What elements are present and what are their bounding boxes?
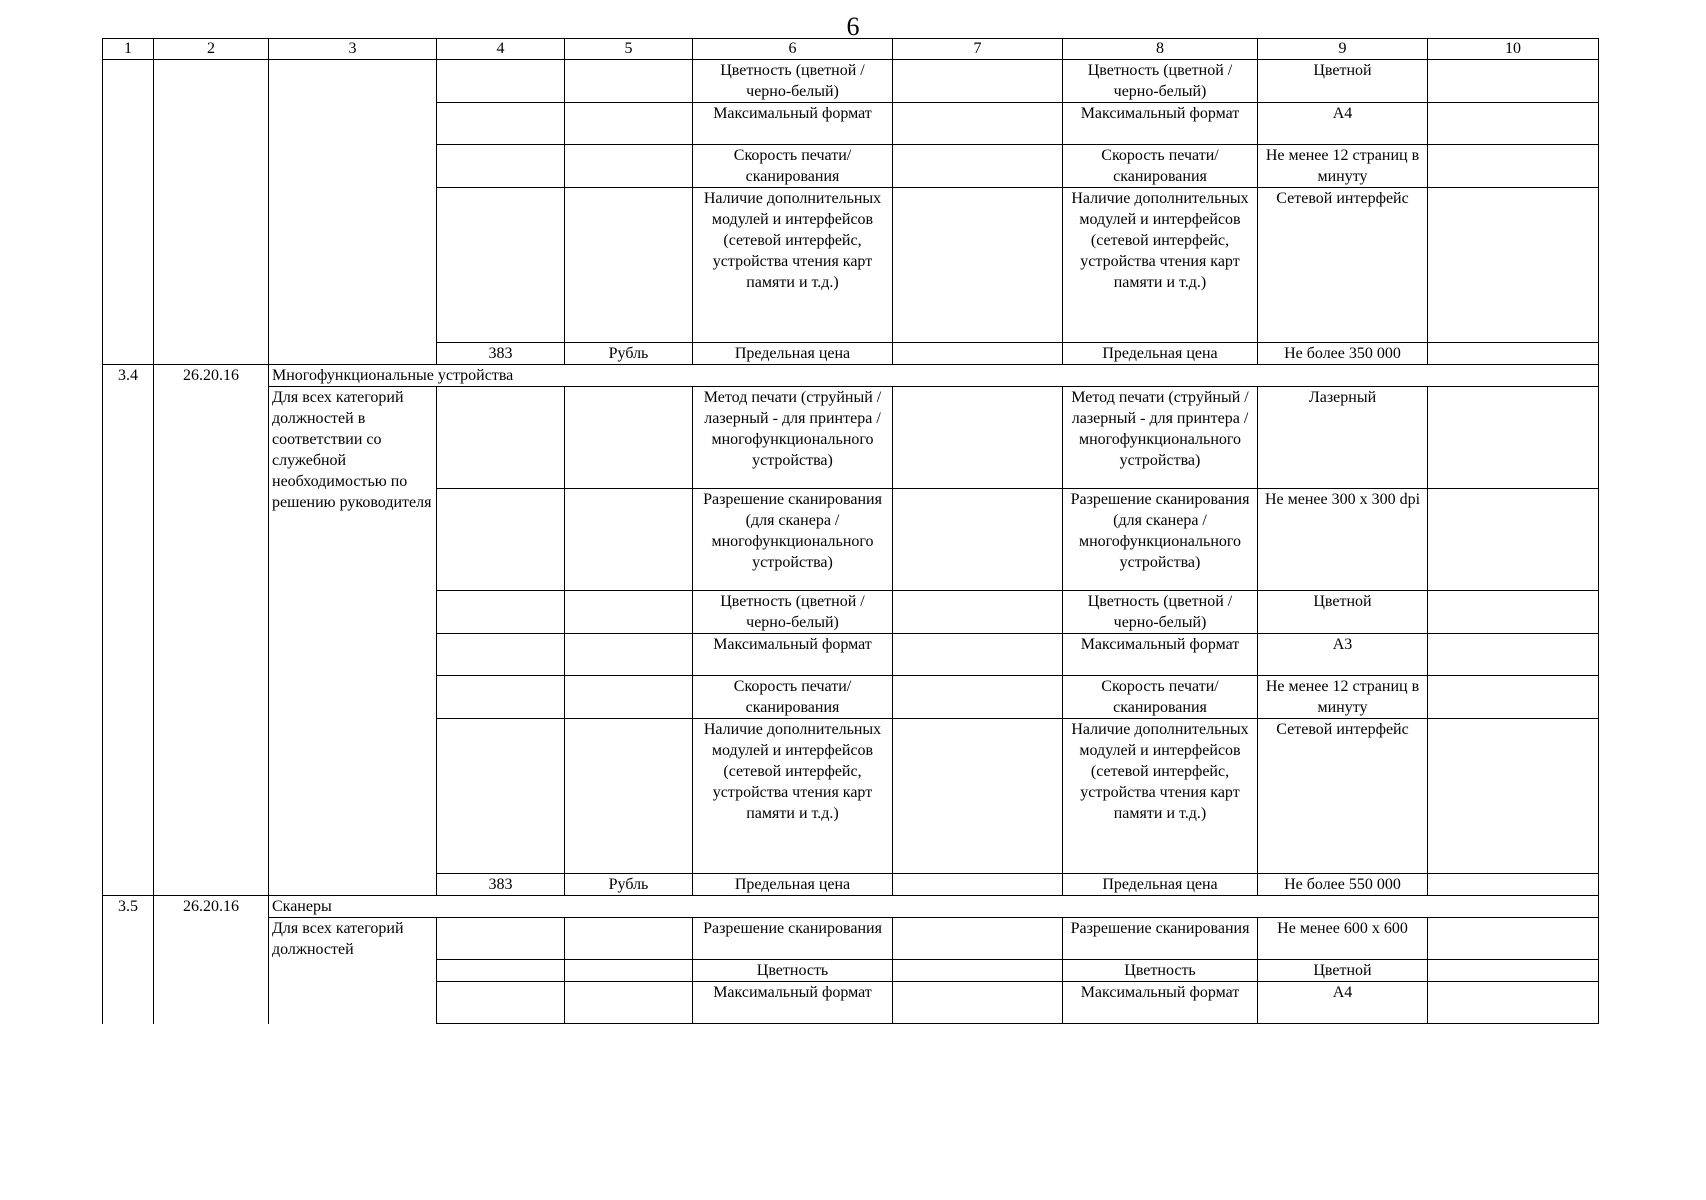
value: А3: [1258, 634, 1428, 676]
characteristic: Цветность (цветной / черно-белый): [693, 591, 893, 634]
item-name: Многофункциональные устройства: [269, 365, 1599, 387]
position-category: Для всех категорий должностей в соответствии со служебной необходимостью по решению руководителя: [269, 387, 437, 896]
okpd-code: 26.20.16: [154, 365, 269, 896]
empty-cell: [154, 60, 269, 365]
value: Сетевой интерфейс: [1258, 188, 1428, 343]
empty-cell: [437, 634, 565, 676]
characteristic: Предельная цена: [693, 874, 893, 896]
empty-cell: [437, 387, 565, 489]
characteristic: Цветность: [1063, 960, 1258, 982]
empty-cell: [437, 103, 565, 145]
empty-cell: [565, 387, 693, 489]
characteristic: Цветность: [693, 960, 893, 982]
value: Цветной: [1258, 591, 1428, 634]
unit-name: Рубль: [565, 874, 693, 896]
col-header: 10: [1428, 39, 1599, 60]
empty-cell: [893, 145, 1063, 188]
characteristic: Разрешение сканирования (для сканера / многофункционального устройства): [693, 489, 893, 591]
characteristic: Цветность (цветной / черно-белый): [1063, 60, 1258, 103]
col-header: 8: [1063, 39, 1258, 60]
value: А4: [1258, 103, 1428, 145]
unit-name: Рубль: [565, 343, 693, 365]
empty-cell: [893, 960, 1063, 982]
characteristic: Наличие дополнительных модулей и интерфейсов (сетевой интерфейс, устройства чтения карт памяти и т.д.): [693, 188, 893, 343]
characteristic: Предельная цена: [693, 343, 893, 365]
empty-cell: [437, 591, 565, 634]
table-row: [103, 918, 1599, 960]
empty-cell: [437, 719, 565, 874]
empty-cell: [437, 145, 565, 188]
empty-cell: [893, 489, 1063, 591]
table-row: [103, 387, 1599, 489]
empty-cell: [893, 103, 1063, 145]
empty-cell: [893, 343, 1063, 365]
empty-cell: [893, 719, 1063, 874]
empty-cell: [565, 918, 693, 960]
value: Не менее 12 страниц в минуту: [1258, 676, 1428, 719]
empty-cell: [437, 489, 565, 591]
col-header: 2: [154, 39, 269, 60]
characteristic: Метод печати (струйный / лазерный - для принтера / многофункционального устройства): [1063, 387, 1258, 489]
empty-cell: [437, 676, 565, 719]
empty-cell: [565, 60, 693, 103]
page-number: 6: [846, 12, 860, 41]
col-header: 3: [269, 39, 437, 60]
empty-cell: [1428, 918, 1599, 960]
characteristic: Максимальный формат: [693, 103, 893, 145]
value: Не более 350 000: [1258, 343, 1428, 365]
characteristic: Цветность (цветной / черно-белый): [693, 60, 893, 103]
value: Не менее 300 х 300 dpi: [1258, 489, 1428, 591]
requirements-table: [102, 38, 1599, 1024]
item-name: Сканеры: [269, 896, 1599, 918]
characteristic: Максимальный формат: [1063, 982, 1258, 1024]
empty-cell: [1428, 719, 1599, 874]
empty-cell: [1428, 874, 1599, 896]
item-number: 3.5: [103, 896, 154, 1024]
empty-cell: [893, 874, 1063, 896]
empty-cell: [893, 188, 1063, 343]
item-number: 3.4: [103, 365, 154, 896]
empty-cell: [893, 60, 1063, 103]
empty-cell: [1428, 960, 1599, 982]
empty-cell: [565, 719, 693, 874]
empty-cell: [565, 188, 693, 343]
empty-cell: [1428, 982, 1599, 1024]
column-number-row: [103, 39, 1599, 60]
empty-cell: [565, 634, 693, 676]
empty-cell: [1428, 634, 1599, 676]
characteristic: Максимальный формат: [1063, 103, 1258, 145]
value: Сетевой интерфейс: [1258, 719, 1428, 874]
empty-cell: [437, 188, 565, 343]
col-header: 7: [893, 39, 1063, 60]
characteristic: Предельная цена: [1063, 343, 1258, 365]
empty-cell: [437, 60, 565, 103]
col-header: 9: [1258, 39, 1428, 60]
col-header: 6: [693, 39, 893, 60]
characteristic: Скорость печати/сканирования: [693, 145, 893, 188]
characteristic: Скорость печати/сканирования: [1063, 676, 1258, 719]
characteristic: Разрешение сканирования: [693, 918, 893, 960]
empty-cell: [893, 591, 1063, 634]
table-row: [103, 60, 1599, 103]
empty-cell: [1428, 591, 1599, 634]
characteristic: Максимальный формат: [1063, 634, 1258, 676]
empty-cell: [437, 982, 565, 1024]
empty-cell: [1428, 188, 1599, 343]
empty-cell: [437, 960, 565, 982]
empty-cell: [1428, 103, 1599, 145]
empty-cell: [1428, 489, 1599, 591]
value: Цветной: [1258, 960, 1428, 982]
characteristic: Метод печати (струйный / лазерный - для принтера / многофункционального устройства): [693, 387, 893, 489]
characteristic: Наличие дополнительных модулей и интерфейсов (сетевой интерфейс, устройства чтения карт памяти и т.д.): [1063, 719, 1258, 874]
value: Не более 550 000: [1258, 874, 1428, 896]
empty-cell: [1428, 343, 1599, 365]
section-row-3-4: [103, 365, 1599, 387]
empty-cell: [1428, 676, 1599, 719]
empty-cell: [1428, 145, 1599, 188]
characteristic: Наличие дополнительных модулей и интерфейсов (сетевой интерфейс, устройства чтения карт памяти и т.д.): [693, 719, 893, 874]
empty-cell: [437, 918, 565, 960]
characteristic: Скорость печати/сканирования: [1063, 145, 1258, 188]
unit-code: 383: [437, 874, 565, 896]
empty-cell: [565, 489, 693, 591]
characteristic: Предельная цена: [1063, 874, 1258, 896]
empty-cell: [565, 591, 693, 634]
empty-cell: [565, 676, 693, 719]
value: Цветной: [1258, 60, 1428, 103]
characteristic: Разрешение сканирования (для сканера / многофункционального устройства): [1063, 489, 1258, 591]
empty-cell: [565, 982, 693, 1024]
empty-cell: [1428, 60, 1599, 103]
characteristic: Цветность (цветной / черно-белый): [1063, 591, 1258, 634]
empty-cell: [565, 960, 693, 982]
empty-cell: [1428, 387, 1599, 489]
empty-cell: [893, 634, 1063, 676]
okpd-code: 26.20.16: [154, 896, 269, 1024]
characteristic: Скорость печати/сканирования: [693, 676, 893, 719]
empty-cell: [893, 676, 1063, 719]
section-row-3-5: [103, 896, 1599, 918]
empty-cell: [269, 60, 437, 365]
characteristic: Наличие дополнительных модулей и интерфейсов (сетевой интерфейс, устройства чтения карт памяти и т.д.): [1063, 188, 1258, 343]
empty-cell: [565, 145, 693, 188]
col-header: 1: [103, 39, 154, 60]
empty-cell: [893, 918, 1063, 960]
unit-code: 383: [437, 343, 565, 365]
empty-cell: [565, 103, 693, 145]
characteristic: Максимальный формат: [693, 634, 893, 676]
position-category: Для всех категорий должностей: [269, 918, 437, 1024]
empty-cell: [893, 387, 1063, 489]
col-header: 4: [437, 39, 565, 60]
empty-cell: [103, 60, 154, 365]
characteristic: Разрешение сканирования: [1063, 918, 1258, 960]
characteristic: Максимальный формат: [693, 982, 893, 1024]
value: А4: [1258, 982, 1428, 1024]
col-header: 5: [565, 39, 693, 60]
value: Не менее 600 х 600: [1258, 918, 1428, 960]
value: Не менее 12 страниц в минуту: [1258, 145, 1428, 188]
value: Лазерный: [1258, 387, 1428, 489]
empty-cell: [893, 982, 1063, 1024]
